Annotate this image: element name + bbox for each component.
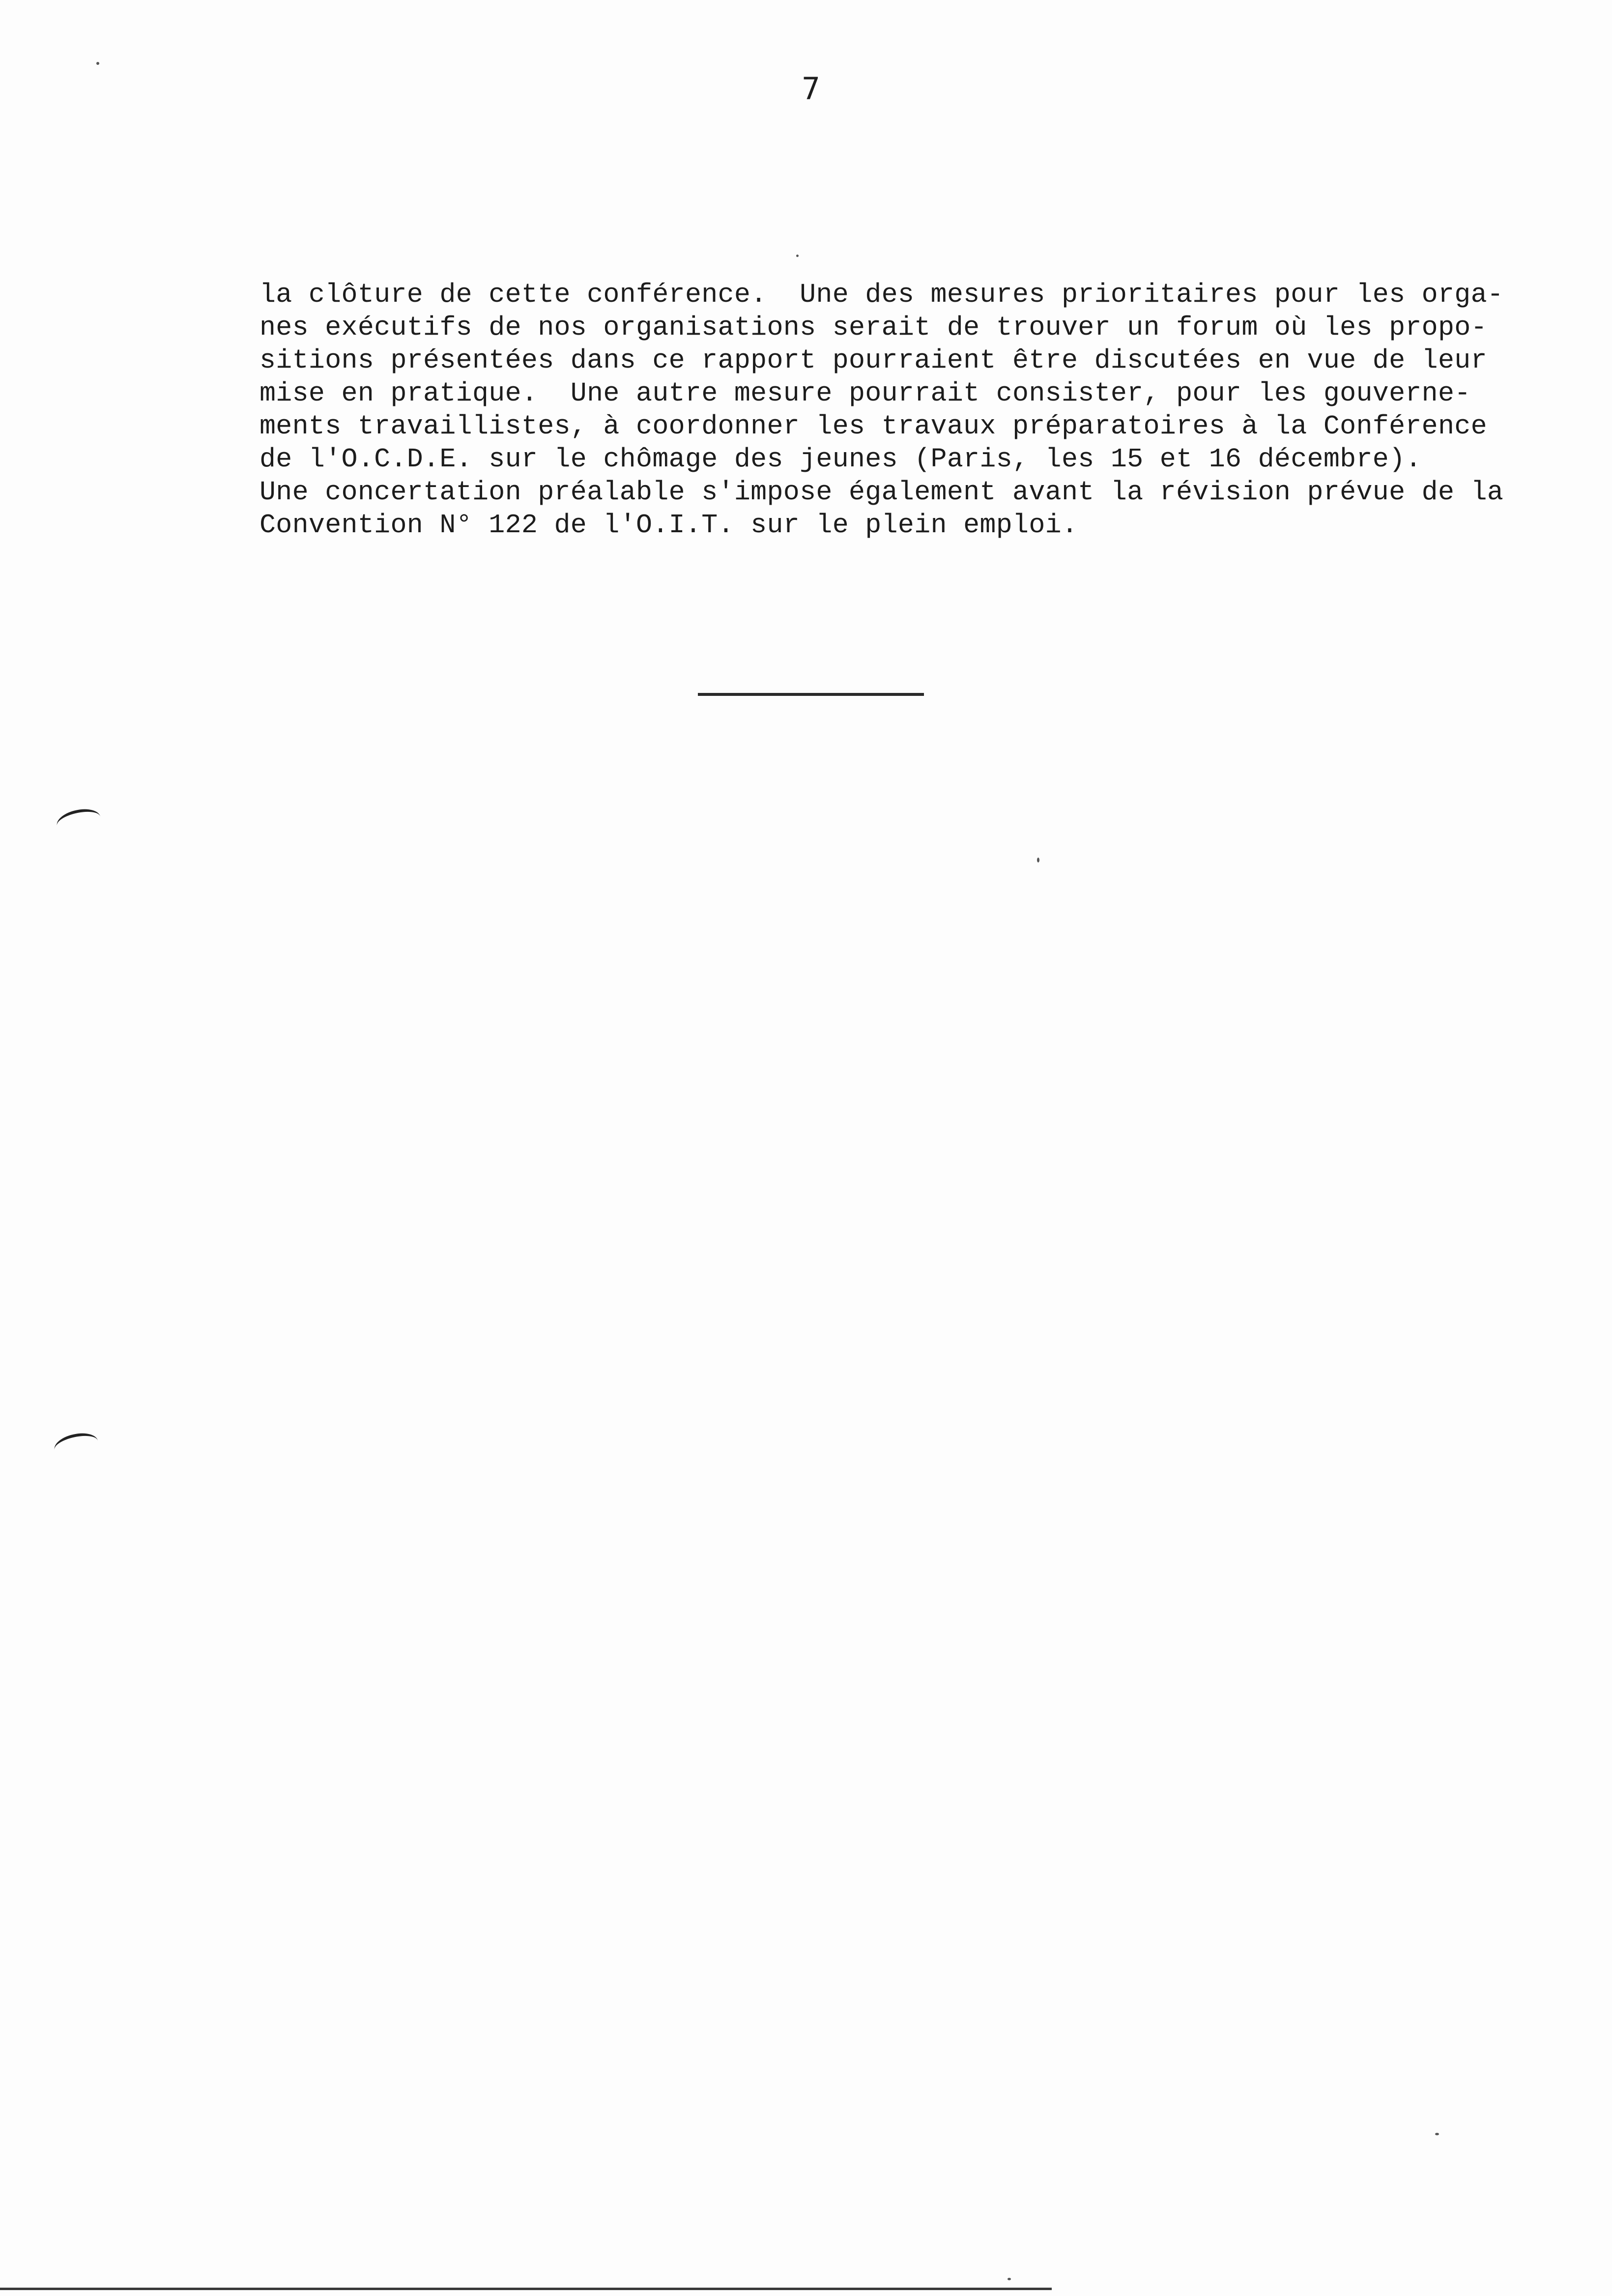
paragraph-line: ments travaillistes, à coordonner les travaux préparatoires à la Conférence <box>259 411 1487 442</box>
paragraph-line: Une concertation préalable s'impose également avant la révision prévue de la <box>259 477 1504 508</box>
scan-speck <box>1435 2133 1439 2135</box>
section-divider <box>698 693 924 696</box>
paragraph-line: mise en pratique. Une autre mesure pourrait consister, pour les gouverne- <box>259 378 1471 409</box>
scan-speck <box>96 62 99 65</box>
scan-mark <box>52 1430 100 1461</box>
paragraph-line: de l'O.C.D.E. sur le chômage des jeunes (Paris, les 15 et 16 décembre). <box>259 444 1422 475</box>
page-number: 7 <box>802 71 820 107</box>
scan-edge-line <box>0 2288 1052 2290</box>
scan-mark <box>55 805 103 837</box>
body-paragraph <box>259 278 1504 542</box>
paragraph-line: la clôture de cette conférence. Une des mesures prioritaires pour les orga- <box>259 279 1504 310</box>
scan-speck <box>796 255 799 257</box>
paragraph-line: Convention N° 122 de l'O.I.T. sur le plein emploi. <box>259 510 1078 541</box>
paragraph-line: sitions présentées dans ce rapport pourraient être discutées en vue de leur <box>259 345 1487 376</box>
scan-speck <box>1037 858 1039 862</box>
paragraph-line: nes exécutifs de nos organisations serait de trouver un forum où les propo- <box>259 312 1487 343</box>
scan-speck <box>1008 2278 1011 2280</box>
